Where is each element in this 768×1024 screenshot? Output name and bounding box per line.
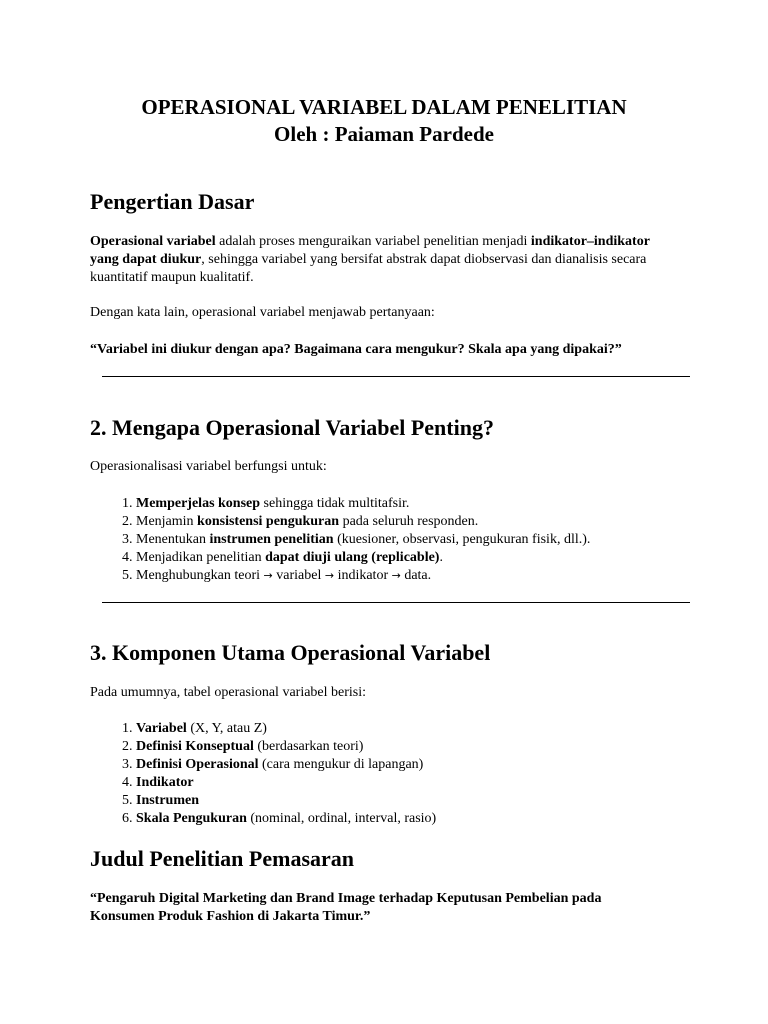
arrow-right-icon: → — [324, 569, 335, 582]
list-item: 1. Memperjelas konsep sehingga tidak multitafsir. — [136, 495, 696, 513]
list-item: 2. Menjamin konsistensi pengukuran pada seluruh responden. — [136, 513, 696, 531]
arrow-right-icon: → — [391, 569, 401, 582]
arrow-right-icon: → — [263, 569, 273, 582]
section-heading-components: 3. Komponen Utama Operasional Variabel — [90, 640, 491, 665]
term-operasional-variabel: Operasional variabel — [90, 234, 216, 249]
list-item: 3. Definisi Operasional (cara mengukur di lapangan) — [136, 756, 696, 774]
list-item: 2. Definisi Konseptual (berdasarkan teori) — [136, 738, 696, 756]
paragraph-in-other-words: Dengan kata lain, operasional variabel menjawab pertanyaan: — [90, 305, 435, 320]
list-item: 5. Instrumen — [136, 792, 696, 810]
components-list — [90, 720, 696, 828]
divider-2 — [102, 602, 690, 603]
research-title-quote: “Pengaruh Digital Marketing dan Brand Image terhadap Keputusan Pembelian pada Konsumen Produk Fashion di Jakarta Timur.” — [90, 891, 602, 924]
definition-text-2: , sehingga variabel yang bersifat abstrak dapat diobservasi dan dianalisis secara kuantitatif maupun kualitatif. — [90, 252, 647, 285]
title-line-2: Oleh : Paiaman Pardede — [274, 122, 494, 146]
key-question-quote: “Variabel ini diukur dengan apa? Bagaimana cara mengukur? Skala apa yang dipakai?” — [90, 342, 622, 357]
list-item: 3. Menentukan instrumen penelitian (kuesioner, observasi, pengukuran fisik, dll.). — [136, 531, 696, 549]
list-item: 4. Indikator — [136, 774, 696, 792]
section-heading-research-title: Judul Penelitian Pemasaran — [90, 846, 355, 871]
section-heading-pengertian: Pengertian Dasar — [90, 189, 255, 214]
section-heading-why-important: 2. Mengapa Operasional Variabel Penting? — [90, 415, 494, 440]
list-item: 6. Skala Pengukuran (nominal, ordinal, interval, rasio) — [136, 810, 696, 828]
list-item: 5. Menghubungkan teori → variabel → indikator → data. — [136, 567, 696, 585]
term-indikator: indikator–indikator yang dapat diukur — [90, 234, 650, 267]
title-line-1: OPERASIONAL VARIABEL DALAM PENELITIAN — [141, 95, 627, 119]
importance-list — [90, 495, 696, 585]
section3-intro: Pada umumnya, tabel operasional variabel berisi: — [90, 685, 367, 700]
list-item: 4. Menjadikan penelitian dapat diuji ulang (replicable). — [136, 549, 696, 567]
list-item: 1. Variabel (X, Y, atau Z) — [136, 720, 696, 738]
document-title — [0, 94, 768, 148]
paragraph-definition — [90, 233, 670, 287]
divider-1 — [102, 376, 690, 377]
definition-text-1: adalah proses menguraikan variabel penelitian menjadi — [215, 234, 531, 249]
section2-intro: Operasionalisasi variabel berfungsi untuk: — [90, 459, 327, 474]
